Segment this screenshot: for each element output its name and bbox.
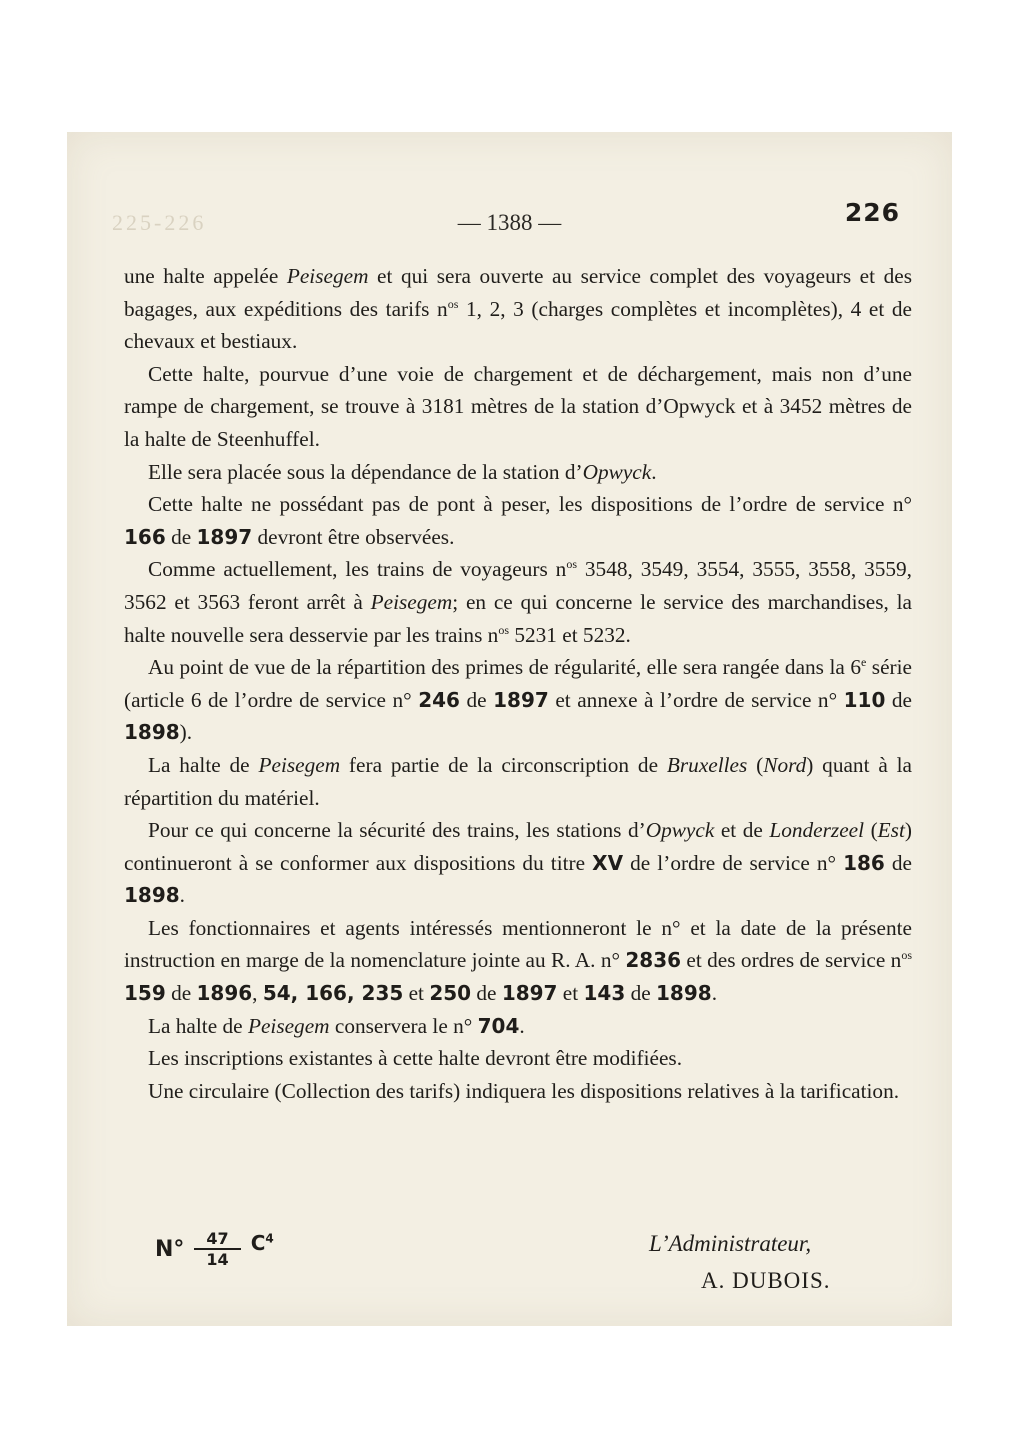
text-run: Cette halte ne possédant pas de pont à peser, les dispositions de l’ordre de service n° — [148, 492, 912, 517]
class-letter: C — [250, 1231, 266, 1255]
text-run: de — [459, 687, 494, 712]
text-run: de — [884, 850, 913, 875]
text-run: fera partie de la circonscription de — [340, 752, 667, 777]
text-run: 1, 2, 3 (charges complètes et incomplètes), 4 et de chevaux et bestiaux. — [124, 296, 912, 354]
text-run: ) quant à la répartition du matériel. — [124, 752, 913, 810]
paragraph-8 — [124, 814, 912, 912]
bold-number: 1898 — [124, 883, 180, 908]
paragraph-9 — [124, 912, 912, 1010]
text-run: de l’ordre de service n° — [623, 850, 844, 875]
text-run: ) continueront à se conformer aux dispositions du titre — [124, 818, 912, 875]
text-run: de — [165, 981, 197, 1006]
reference-code — [155, 1229, 274, 1269]
class-superscript: 4 — [265, 1231, 274, 1246]
text-run: Les fonctionnaires et agents intéressés mentionneront le n° et la date de la présente instruction en marge de la nomenclature jointe au R. A. n° — [124, 915, 912, 973]
bold-number: 159 — [124, 981, 166, 1006]
reference-fraction — [194, 1229, 240, 1269]
bold-number: 1897 — [501, 981, 558, 1006]
place-name: Peisegem — [370, 589, 453, 614]
bold-number: 246 — [418, 687, 460, 712]
text-run: et des ordres de service n — [681, 948, 902, 973]
text-run: et de — [714, 818, 770, 843]
place-name: Est — [877, 818, 905, 843]
paragraph-11: Les inscriptions existantes à cette halte devront être modifiées. — [148, 1046, 683, 1071]
text-run: et annexe à l’ordre de service n° — [548, 687, 844, 712]
text-run: . — [711, 981, 718, 1006]
bold-number: 143 — [583, 981, 626, 1006]
signature-name: A. DUBOIS. — [701, 1268, 831, 1293]
signature-block — [649, 1225, 830, 1299]
superscript: e — [860, 655, 867, 670]
paragraph-5 — [124, 553, 912, 651]
text-run: de — [471, 981, 502, 1006]
bold-number: 2836 — [625, 948, 682, 973]
fraction-denominator: 14 — [206, 1250, 229, 1269]
paragraph-3 — [124, 456, 912, 489]
text-run: Elle sera placée sous la dépendance de la station d’ — [148, 459, 583, 484]
bold-number: 250 — [429, 981, 472, 1006]
text-run: Comme actuellement, les trains de voyageurs n — [148, 557, 567, 582]
paragraph-10 — [124, 1010, 912, 1043]
bold-number: 1897 — [196, 524, 253, 549]
serial-number: 226 — [844, 198, 900, 227]
superscript: os — [901, 948, 912, 963]
text-run: . — [179, 883, 185, 908]
text-run: 3548, 3549, 3554, 3555, 3558, 3559, 3562 et 3563 feront arrêt à — [124, 557, 912, 614]
text-run: ). — [179, 720, 193, 745]
paragraph-2: Cette halte, pourvue d’une voie de chargement et de déchargement, mais non d’une rampe de chargement, se trouve à 3181 mètres de la station d’Opwyck et à 3452 mètres de la halte de Steenhuffel. — [124, 361, 912, 451]
text-run: et — [557, 981, 584, 1006]
text-run: La halte de — [148, 1013, 248, 1038]
place-name: Nord — [763, 752, 807, 777]
text-run: La halte de — [148, 752, 259, 777]
text-run: . — [519, 1013, 525, 1038]
superscript: os — [566, 557, 577, 572]
body-text — [124, 260, 912, 1107]
paragraph-7 — [124, 749, 912, 814]
bold-number: 166 — [124, 524, 166, 549]
bold-number: 1898 — [124, 720, 180, 745]
place-name: Peisegem — [258, 752, 341, 777]
text-run: ( — [747, 752, 764, 777]
text-run: , — [252, 981, 263, 1006]
class-code — [251, 1231, 274, 1255]
place-name: Bruxelles — [666, 752, 748, 777]
text-run: Pour ce qui concerne la sécurité des trains, les stations d’ — [148, 818, 646, 843]
signature-role: L’Administrateur, — [649, 1231, 812, 1256]
text-run: une halte appelée — [124, 264, 287, 288]
fraction-numerator: 47 — [194, 1229, 240, 1250]
text-run: de — [625, 981, 657, 1006]
text-run: conservera le n° — [329, 1013, 478, 1038]
text-run: Au point de vue de la répartition des primes de régularité, elle sera rangée dans la 6 — [148, 655, 861, 680]
text-run: et qui sera ouverte au service complet des voyageurs et des bagages, aux expéditions des tarifs n — [124, 264, 912, 321]
bold-number: 1898 — [656, 981, 712, 1006]
text-run: de — [885, 687, 912, 712]
text-run: et — [403, 981, 430, 1006]
text-run: série (article 6 de l’ordre de service n° — [124, 655, 912, 712]
place-name: Opwyck — [582, 459, 652, 484]
bold-number: XV — [592, 850, 624, 875]
text-run: ( — [864, 818, 878, 843]
text-run: de — [165, 524, 197, 549]
bold-number: 1897 — [493, 687, 549, 712]
text-run: devront être observées. — [252, 524, 455, 549]
document-page — [67, 132, 952, 1326]
place-name: Peisegem — [247, 1013, 330, 1038]
paragraph-1 — [124, 260, 912, 358]
text-run: ; en ce qui concerne le service des marchandises, la halte nouvelle sera desservie par les trains n — [124, 589, 912, 647]
number-label: N° — [155, 1236, 185, 1262]
page-number: — 1388 — — [457, 210, 562, 235]
superscript: os — [498, 622, 509, 637]
paragraph-4 — [124, 488, 912, 553]
bold-number: 186 — [843, 850, 885, 875]
text-run: 5231 et 5232. — [509, 622, 631, 647]
bold-number: 54, 166, 235 — [262, 981, 404, 1006]
place-name: Londerzeel — [769, 818, 865, 843]
place-name: Opwyck — [645, 818, 715, 843]
superscript: os — [447, 296, 459, 311]
bleed-through-text: 225-226 — [112, 210, 207, 235]
bold-number: 110 — [843, 687, 886, 712]
paragraph-12: Une circulaire (Collection des tarifs) indiquera les dispositions relatives à la tarification. — [148, 1078, 900, 1103]
bold-number: 1896 — [196, 981, 253, 1006]
text-run: . — [651, 459, 657, 484]
place-name: Peisegem — [286, 264, 369, 288]
paragraph-6 — [124, 651, 912, 749]
bold-number: 704 — [477, 1013, 520, 1038]
